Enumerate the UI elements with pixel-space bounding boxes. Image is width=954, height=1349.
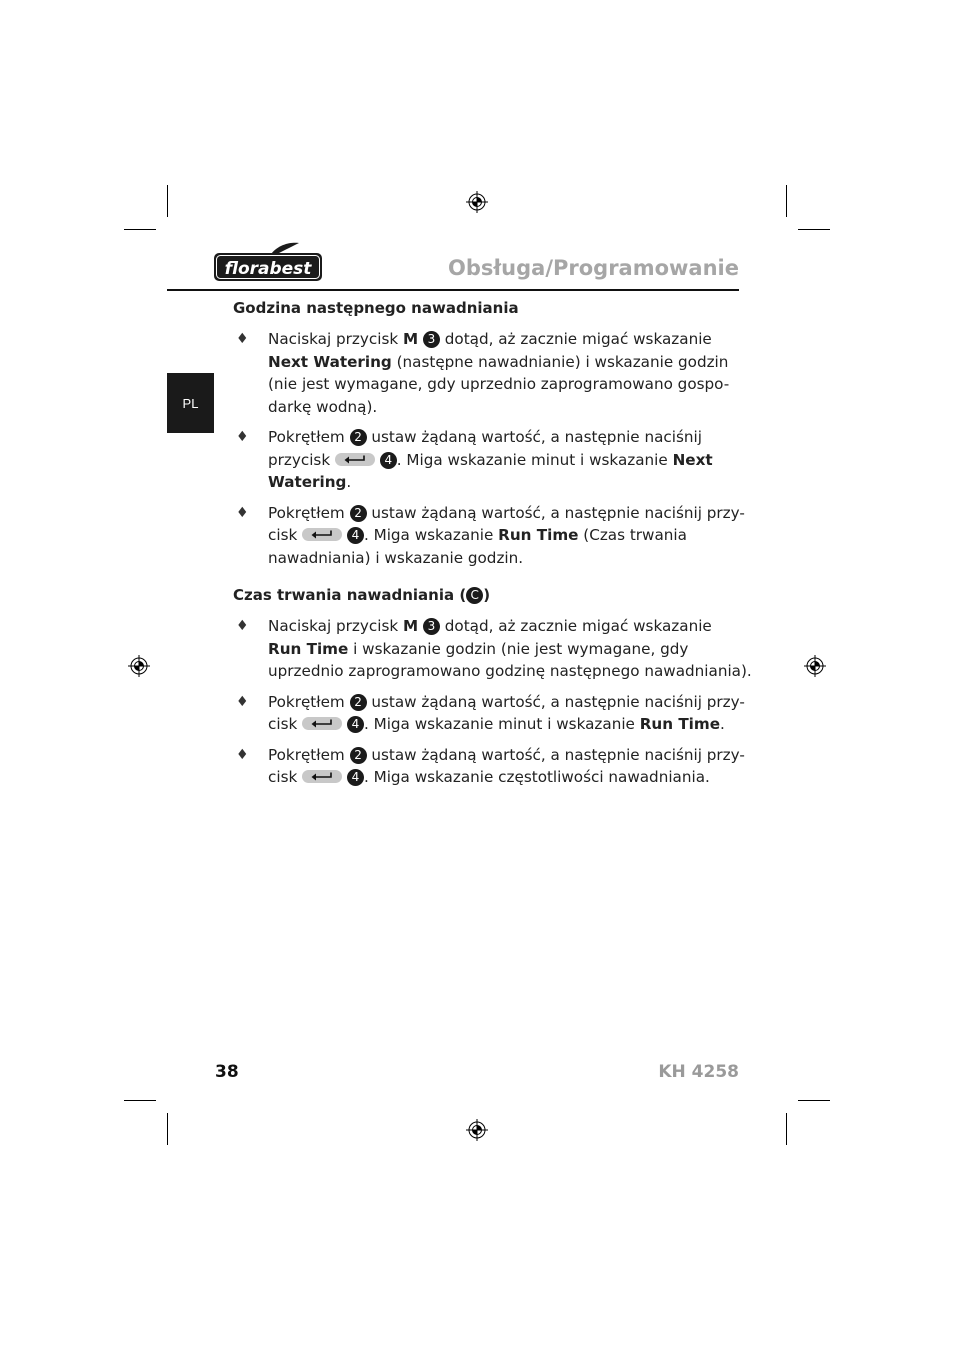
crop-mark <box>124 229 156 230</box>
list-item <box>233 502 745 570</box>
florabest-logo <box>213 242 323 282</box>
text-line: Run Time i wskazanie godzin (nie jest wymagane, gdy <box>268 639 689 658</box>
text-line: Pokrętłem 2 ustaw żądaną wartość, a następnie naciśnij przy- <box>268 692 745 711</box>
callout-number: 4 <box>347 716 364 733</box>
crop-mark <box>167 185 168 217</box>
bold-term: M <box>402 330 419 348</box>
text-line: Naciskaj przycisk M 3 dotąd, aż zacznie migać wskazanie <box>268 330 712 348</box>
list-item <box>233 744 745 789</box>
diamond-icon: ♦ <box>236 331 249 347</box>
registration-mark-icon <box>804 655 826 677</box>
crop-mark <box>786 185 787 217</box>
list-item <box>233 328 733 418</box>
text-line: cisk 4 . Miga wskazanie minut i wskazanie Run Time. <box>268 715 725 733</box>
text-line: przycisk 4 . Miga wskazanie minut i wskazanie Next <box>268 450 713 469</box>
text-line: Pokrętłem 2 ustaw żądaną wartość, a następnie naciśnij <box>268 428 702 446</box>
bold-term: Run Time <box>498 526 579 544</box>
text-line: Watering. <box>268 473 352 491</box>
crop-mark <box>798 1100 830 1101</box>
enter-key-icon <box>335 453 375 466</box>
diamond-icon: ♦ <box>236 693 249 710</box>
callout-number: 2 <box>350 747 367 764</box>
bold-term: Watering <box>268 473 347 491</box>
page-title: Obsługa/Programowanie <box>447 256 739 280</box>
registration-mark-icon <box>466 191 488 213</box>
registration-mark-icon <box>466 1119 488 1141</box>
crop-mark <box>167 1113 168 1145</box>
list-item <box>233 426 733 494</box>
callout-number: 4 <box>347 527 364 544</box>
callout-number: 4 <box>347 769 364 786</box>
section-heading-text: Czas trwania nawadniania ( <box>233 586 467 604</box>
callout-number: 2 <box>350 429 367 446</box>
text-line: nawadniania) i wskazanie godzin. <box>268 548 524 567</box>
registration-mark-icon <box>128 655 150 677</box>
list-item <box>233 615 752 683</box>
section-heading <box>233 583 733 607</box>
enter-key-icon <box>302 770 342 783</box>
crop-mark <box>798 229 830 230</box>
diamond-icon: ♦ <box>236 618 249 634</box>
callout-number: 3 <box>423 331 440 348</box>
callout-number: 3 <box>423 618 440 635</box>
diamond-icon: ♦ <box>236 504 249 521</box>
callout-number: 2 <box>350 505 367 522</box>
logo-text: florabest <box>224 259 312 279</box>
list-item <box>233 691 745 736</box>
main-content <box>233 296 752 789</box>
callout-number: 2 <box>350 694 367 711</box>
section-heading-end: ) <box>483 586 491 604</box>
diamond-icon: ♦ <box>236 429 249 445</box>
bold-term: Next Watering <box>268 352 392 371</box>
diamond-icon: ♦ <box>236 746 249 763</box>
text-line: (nie jest wymagane, gdy uprzednio zaprogramowano gospo- <box>268 375 730 393</box>
crop-mark <box>786 1113 787 1145</box>
text-line: cisk 4 . Miga wskazanie częstotliwości nawadniania. <box>268 768 710 786</box>
text-line: cisk 4 . Miga wskazanie Run Time (Czas trwania <box>268 526 687 544</box>
text-line: Pokrętłem 2 ustaw żądaną wartość, a następnie naciśnij przy- <box>268 745 745 764</box>
section-heading <box>233 296 733 320</box>
model-number: KH 4258 <box>658 1062 739 1082</box>
crop-mark <box>124 1100 156 1101</box>
callout-number: 4 <box>380 452 397 469</box>
text-line: darkę wodną). <box>268 397 378 416</box>
section-heading-text: Godzina następnego nawadniania <box>233 299 519 317</box>
text-line: Naciskaj przycisk M 3 dotąd, aż zacznie migać wskazanie <box>268 617 712 635</box>
enter-key-icon <box>302 528 342 541</box>
bold-term: M <box>402 617 419 635</box>
text-line: Pokrętłem 2 ustaw żądaną wartość, a następnie naciśnij przy- <box>268 503 745 522</box>
bold-term: Run Time <box>639 715 721 733</box>
language-tab: PL <box>167 373 214 433</box>
text-line: Next Watering (następne nawadnianie) i wskazanie godzin <box>268 352 729 371</box>
section-badge: C <box>466 587 483 604</box>
header-rule <box>167 289 739 291</box>
enter-key-icon <box>302 717 342 730</box>
page-number: 38 <box>215 1062 239 1082</box>
text-line: uprzednio zaprogramowano godzinę następnego nawadniania). <box>268 662 752 680</box>
bold-term: Run Time <box>268 639 349 658</box>
bold-term: Next <box>672 450 713 469</box>
